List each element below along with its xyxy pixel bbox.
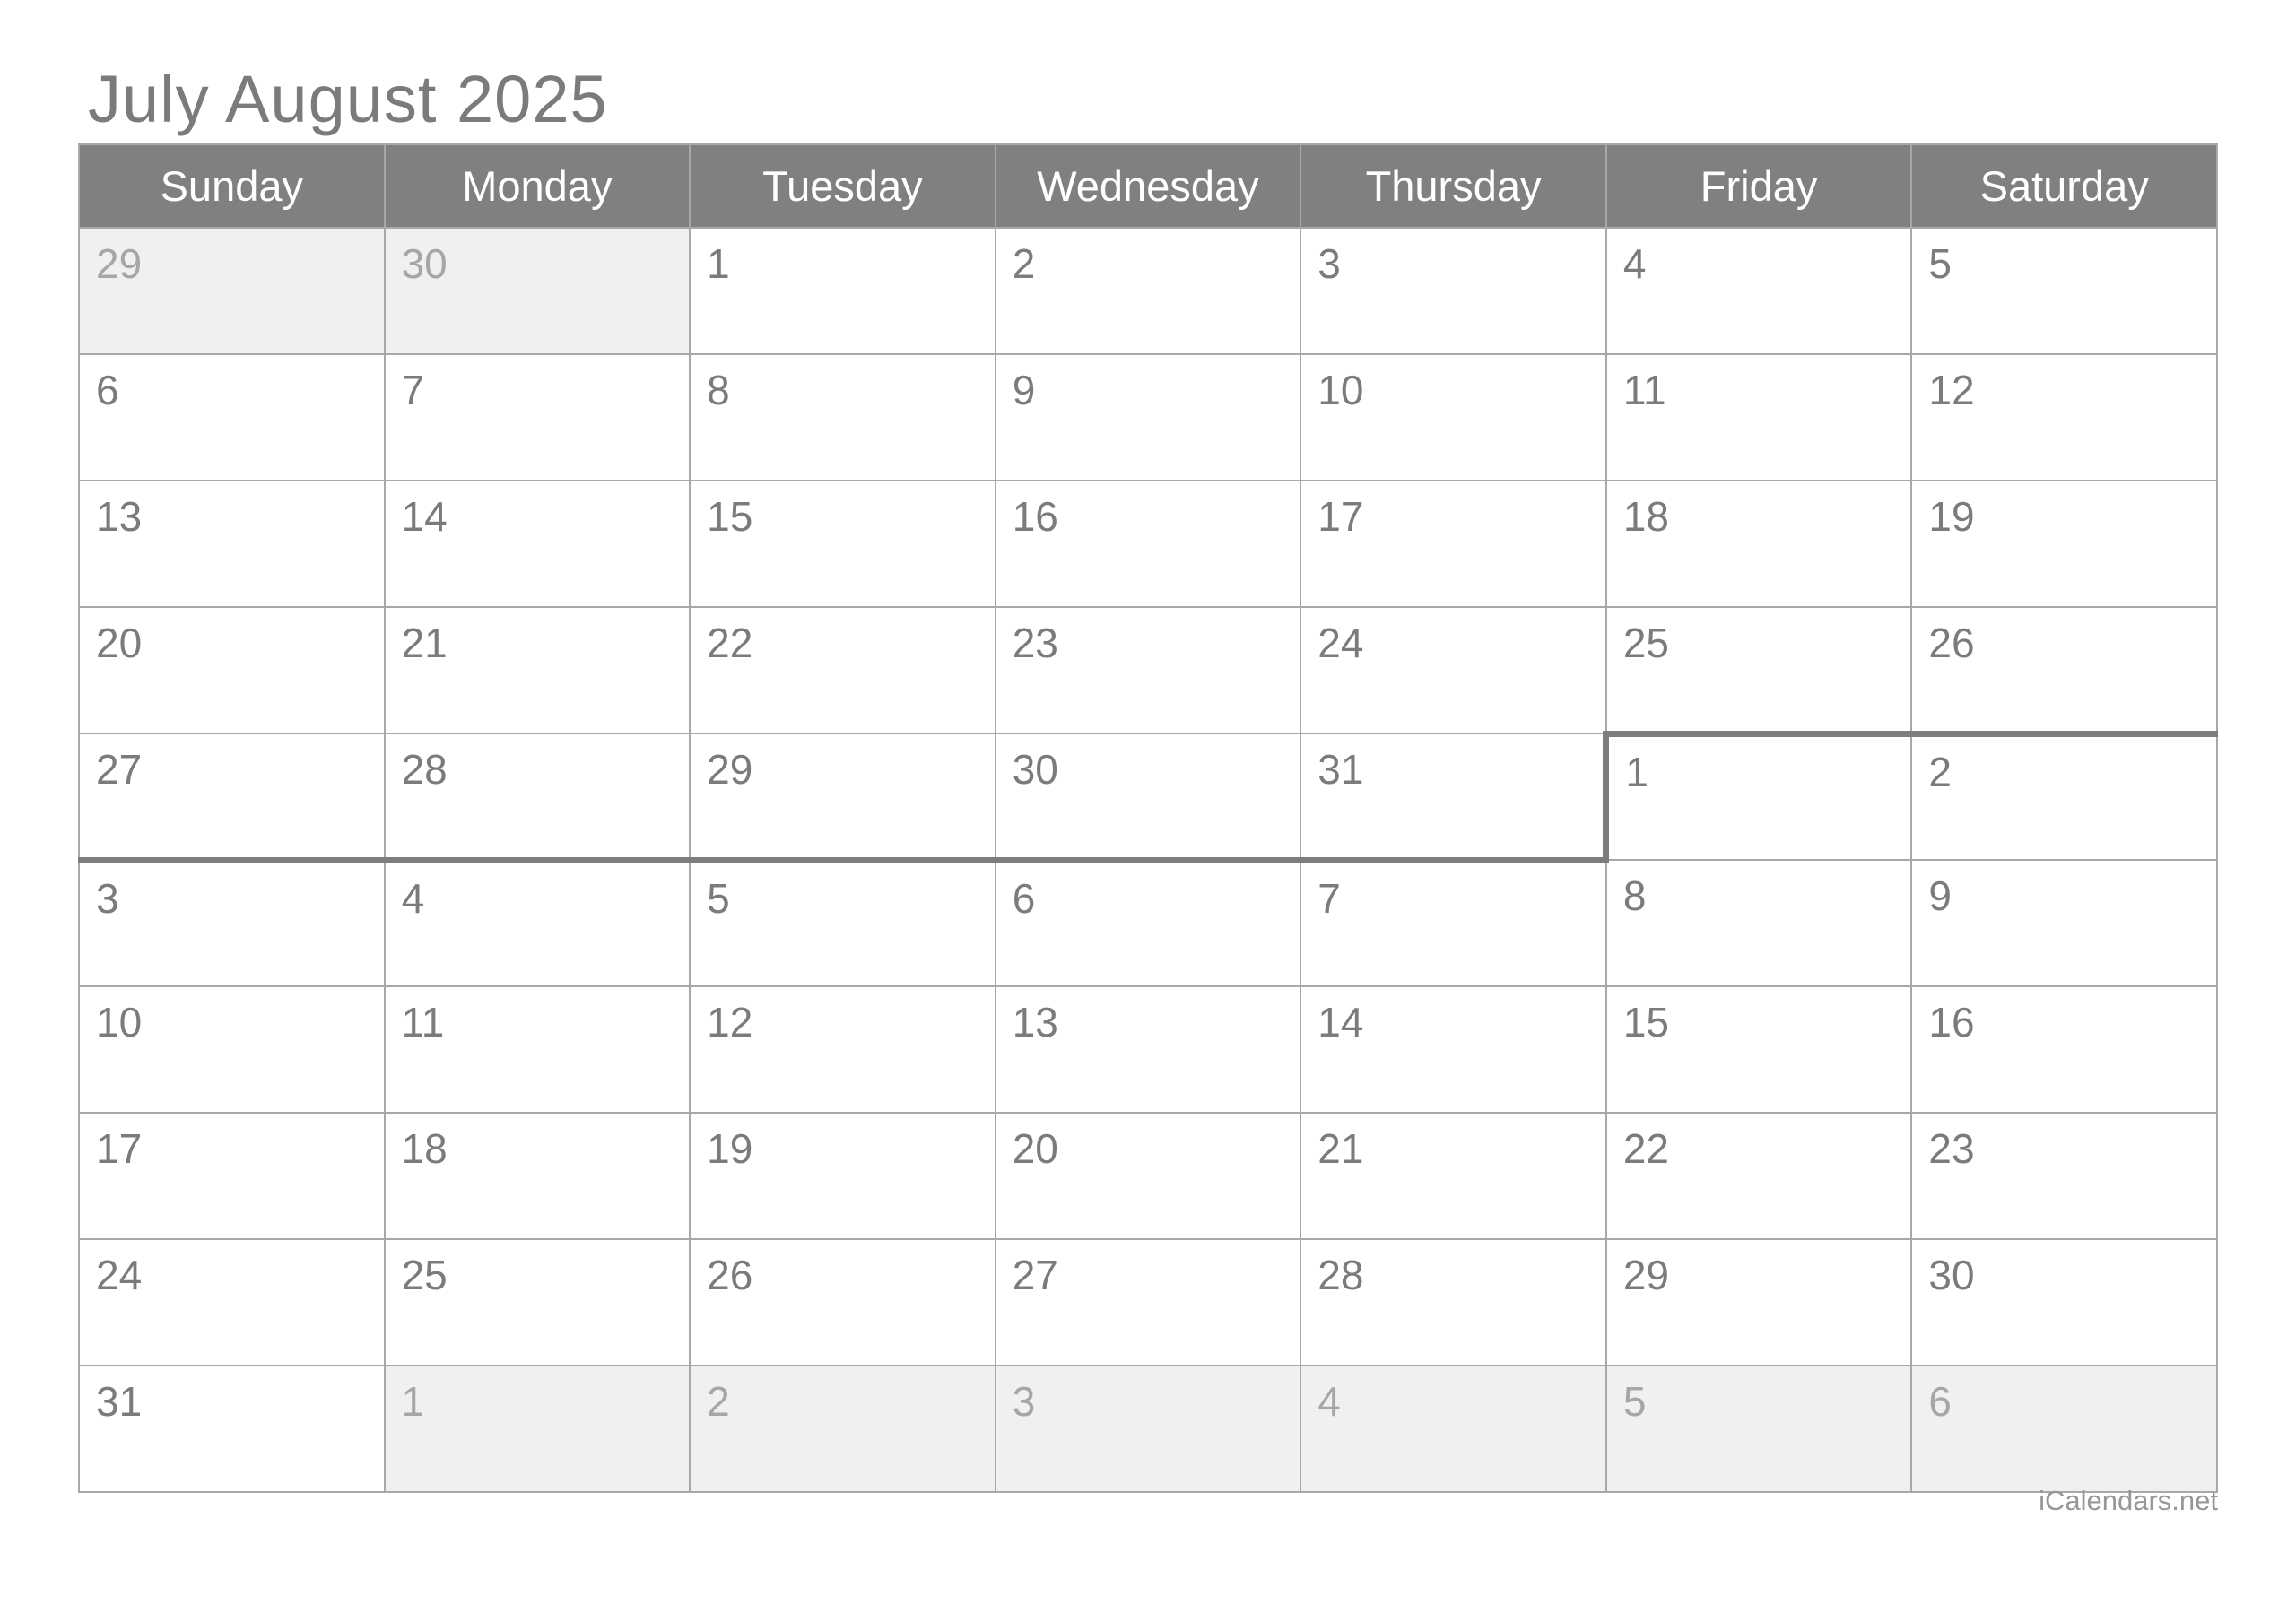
day-cell: 13 xyxy=(79,481,385,607)
day-cell: 8 xyxy=(1606,860,1912,986)
day-cell: 12 xyxy=(1911,354,2217,481)
day-cell: 3 xyxy=(79,860,385,986)
day-cell: 2 xyxy=(1911,733,2217,860)
day-cell: 12 xyxy=(690,986,996,1113)
day-cell: 13 xyxy=(996,986,1301,1113)
weekday-header: Monday xyxy=(385,144,691,228)
footer-watermark: iCalendars.net xyxy=(2039,1485,2218,1516)
day-cell: 31 xyxy=(79,1366,385,1492)
day-cell: 24 xyxy=(1300,607,1606,733)
weekday-header: Sunday xyxy=(79,144,385,228)
day-cell: 5 xyxy=(690,860,996,986)
day-cell: 5 xyxy=(1911,228,2217,354)
day-cell: 9 xyxy=(996,354,1301,481)
day-cell: 16 xyxy=(996,481,1301,607)
calendar-title: July August 2025 xyxy=(88,62,608,136)
day-cell: 24 xyxy=(79,1239,385,1366)
week-row xyxy=(79,1366,2217,1492)
day-cell: 28 xyxy=(385,733,691,860)
day-cell: 7 xyxy=(385,354,691,481)
day-cell: 23 xyxy=(1911,1113,2217,1239)
calendar-grid xyxy=(78,143,2218,1493)
day-cell: 20 xyxy=(996,1113,1301,1239)
day-cell: 29 xyxy=(1606,1239,1912,1366)
week-row xyxy=(79,228,2217,354)
day-cell: 30 xyxy=(385,228,691,354)
day-cell: 3 xyxy=(1300,228,1606,354)
day-cell: 31 xyxy=(1300,733,1606,860)
weekday-header-row xyxy=(79,144,2217,228)
week-row xyxy=(79,986,2217,1113)
day-cell: 19 xyxy=(1911,481,2217,607)
day-cell: 17 xyxy=(1300,481,1606,607)
day-cell: 22 xyxy=(690,607,996,733)
day-cell: 27 xyxy=(79,733,385,860)
day-cell: 19 xyxy=(690,1113,996,1239)
day-cell: 6 xyxy=(79,354,385,481)
day-cell: 23 xyxy=(996,607,1301,733)
day-cell: 20 xyxy=(79,607,385,733)
week-row xyxy=(79,607,2217,733)
day-cell: 3 xyxy=(996,1366,1301,1492)
week-row xyxy=(79,860,2217,986)
week-row xyxy=(79,1239,2217,1366)
day-cell: 29 xyxy=(690,733,996,860)
day-cell: 10 xyxy=(1300,354,1606,481)
day-cell: 6 xyxy=(1911,1366,2217,1492)
day-cell: 7 xyxy=(1300,860,1606,986)
day-cell: 4 xyxy=(1300,1366,1606,1492)
week-row xyxy=(79,1113,2217,1239)
weekday-header: Saturday xyxy=(1911,144,2217,228)
day-cell: 4 xyxy=(385,860,691,986)
calendar-body xyxy=(79,228,2217,1492)
day-cell: 25 xyxy=(1606,607,1912,733)
week-row xyxy=(79,481,2217,607)
weekday-header: Thursday xyxy=(1300,144,1606,228)
day-cell: 21 xyxy=(1300,1113,1606,1239)
day-cell: 15 xyxy=(1606,986,1912,1113)
day-cell: 5 xyxy=(1606,1366,1912,1492)
day-cell: 1 xyxy=(385,1366,691,1492)
day-cell: 1 xyxy=(690,228,996,354)
day-cell: 9 xyxy=(1911,860,2217,986)
day-cell: 26 xyxy=(690,1239,996,1366)
day-cell: 17 xyxy=(79,1113,385,1239)
day-cell: 18 xyxy=(1606,481,1912,607)
weekday-header: Wednesday xyxy=(996,144,1301,228)
day-cell: 2 xyxy=(996,228,1301,354)
day-cell: 28 xyxy=(1300,1239,1606,1366)
weekday-header: Friday xyxy=(1606,144,1912,228)
day-cell: 11 xyxy=(1606,354,1912,481)
week-row xyxy=(79,354,2217,481)
day-cell: 15 xyxy=(690,481,996,607)
day-cell: 16 xyxy=(1911,986,2217,1113)
day-cell: 4 xyxy=(1606,228,1912,354)
day-cell: 25 xyxy=(385,1239,691,1366)
day-cell: 27 xyxy=(996,1239,1301,1366)
week-row xyxy=(79,733,2217,860)
day-cell: 18 xyxy=(385,1113,691,1239)
day-cell: 8 xyxy=(690,354,996,481)
day-cell: 1 xyxy=(1606,733,1912,860)
calendar-header xyxy=(79,144,2217,228)
day-cell: 22 xyxy=(1606,1113,1912,1239)
weekday-header: Tuesday xyxy=(690,144,996,228)
day-cell: 6 xyxy=(996,860,1301,986)
day-cell: 29 xyxy=(79,228,385,354)
day-cell: 21 xyxy=(385,607,691,733)
day-cell: 2 xyxy=(690,1366,996,1492)
day-cell: 14 xyxy=(1300,986,1606,1113)
day-cell: 30 xyxy=(1911,1239,2217,1366)
day-cell: 14 xyxy=(385,481,691,607)
day-cell: 11 xyxy=(385,986,691,1113)
day-cell: 10 xyxy=(79,986,385,1113)
day-cell: 30 xyxy=(996,733,1301,860)
day-cell: 26 xyxy=(1911,607,2217,733)
